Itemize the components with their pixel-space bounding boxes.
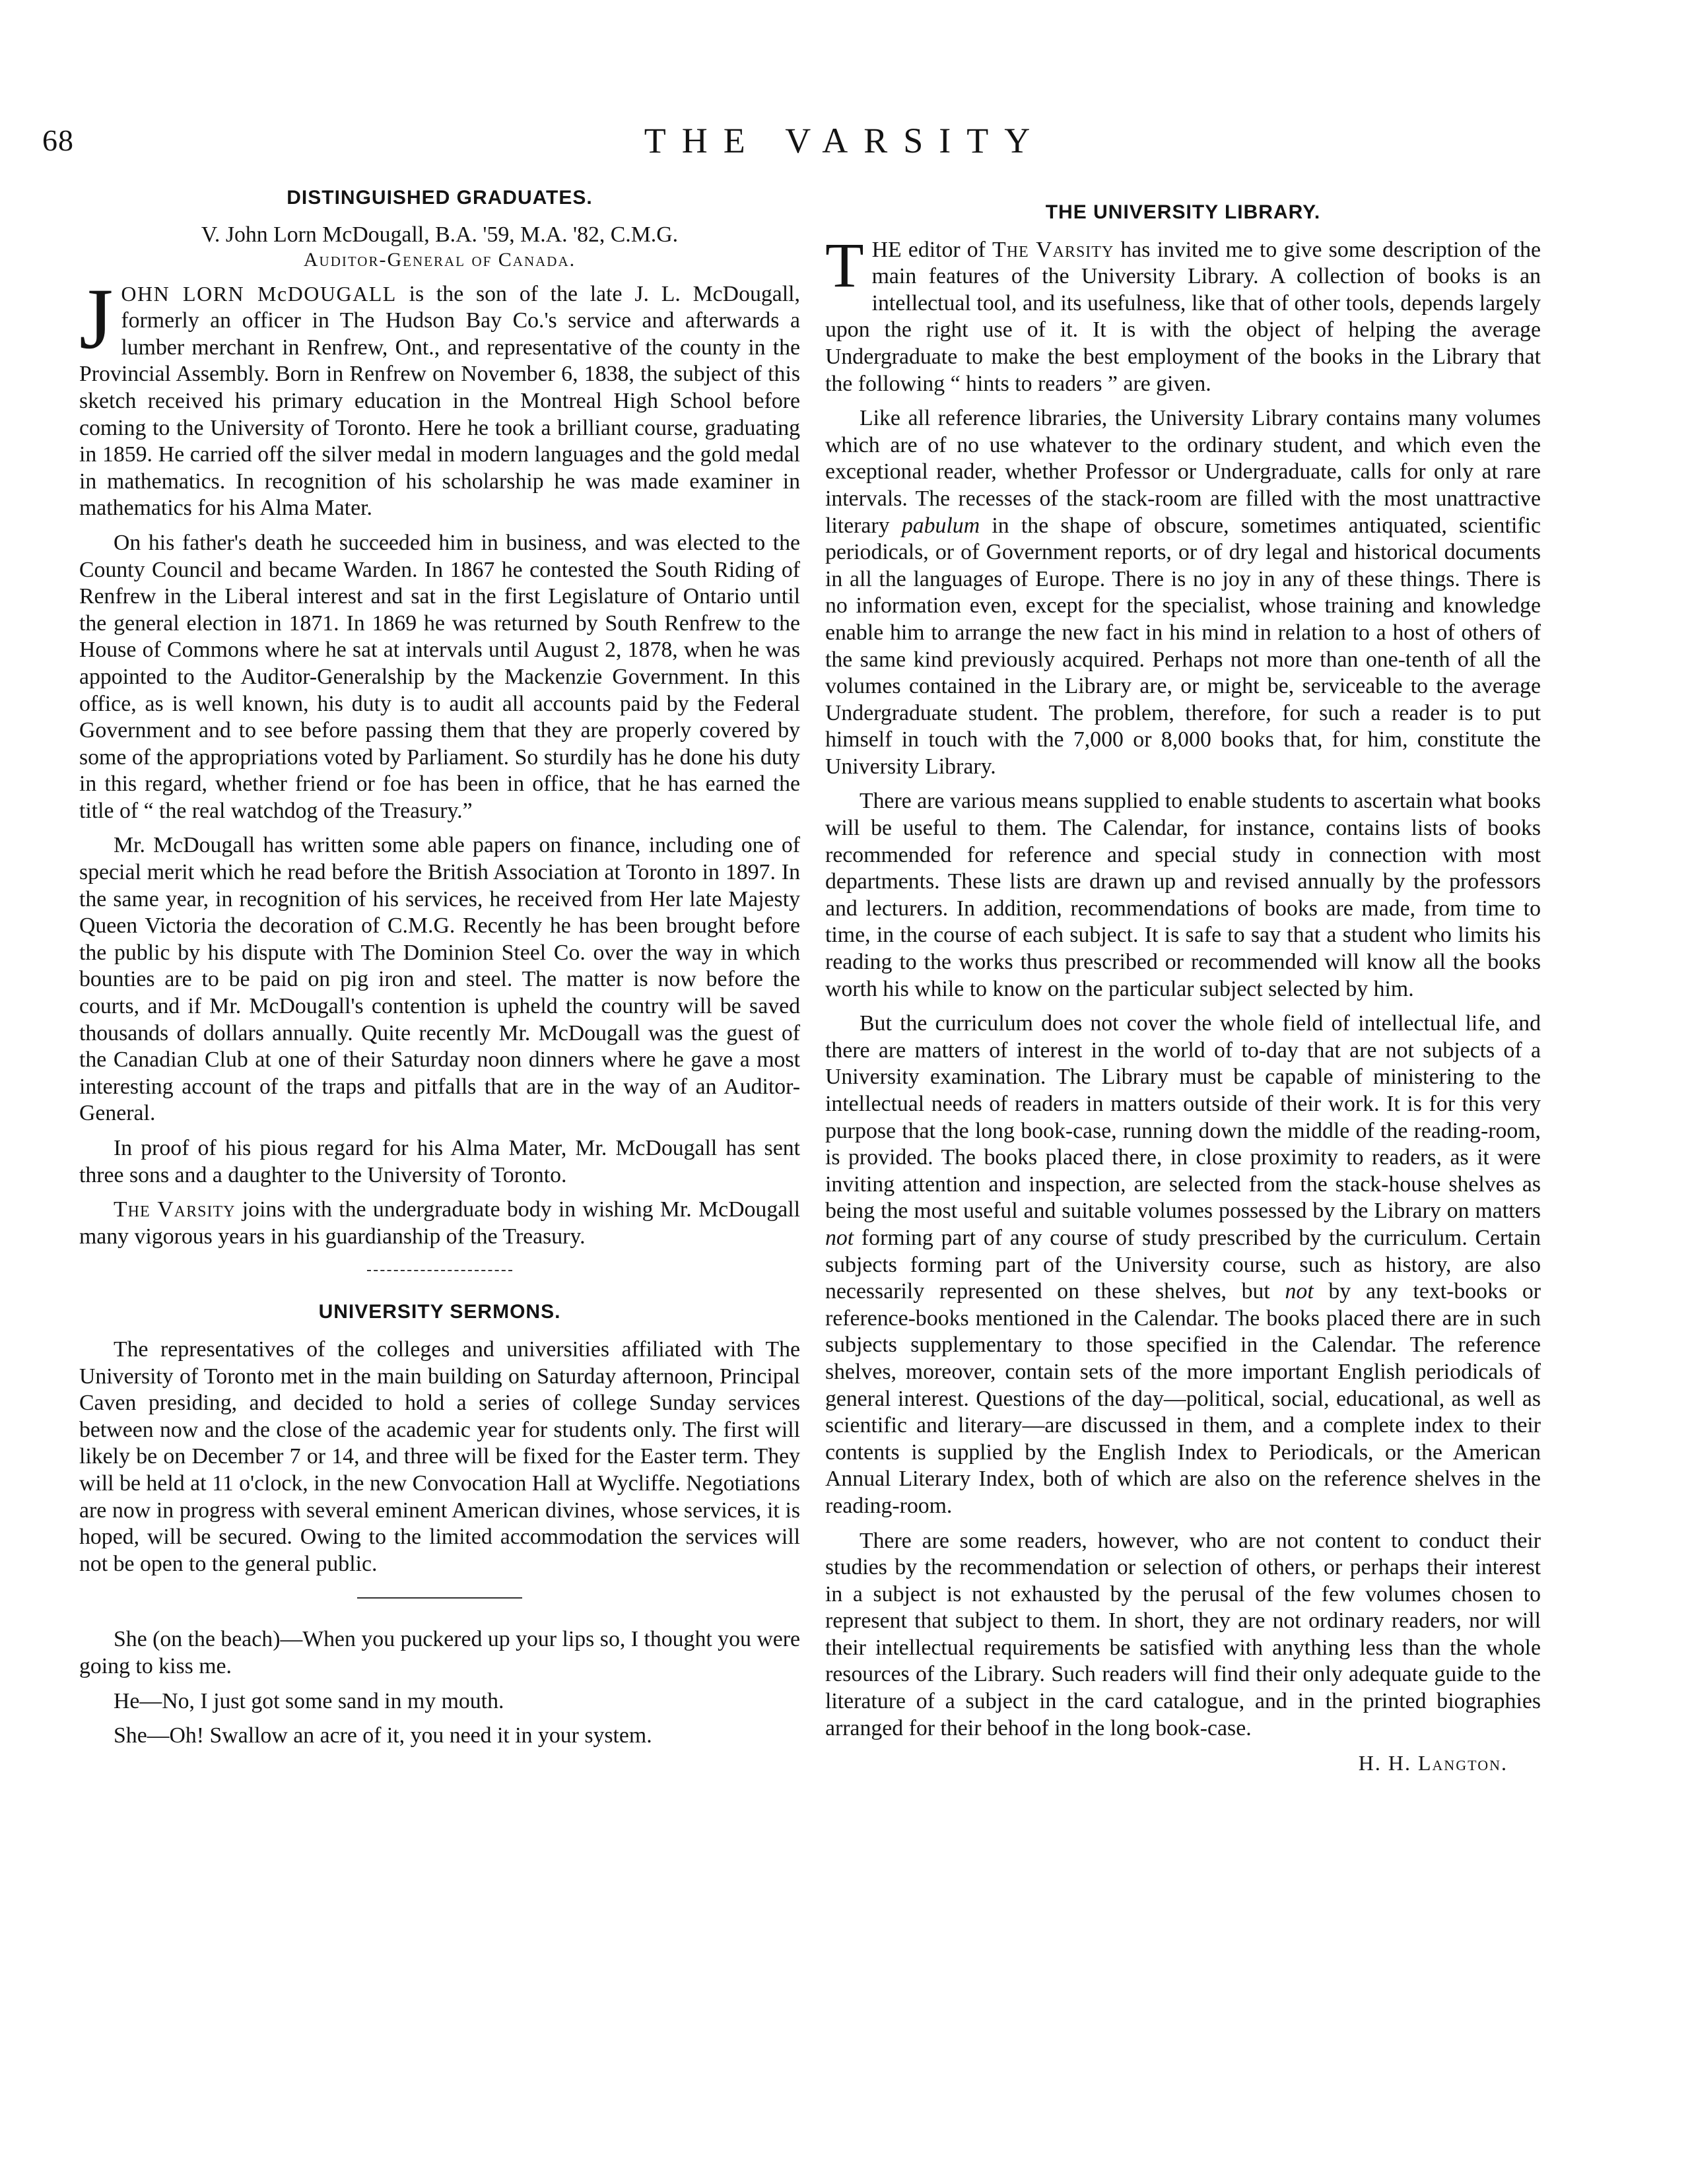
sermons-heading: UNIVERSITY SERMONS.: [318, 1301, 561, 1323]
graduates-paragraph-3: Mr. McDougall has written some able papers on finance, including one of special merit which he read before the British Association at Toronto in 1897. In the same year, in recognition of his services, he received from Her late Majesty Queen Victoria the decoration of C.M.G. Recently he has been brought before the public by his dispute with The Dominion Steel Co. over the way in which bounties are to be paid on pig iron and steel. The matter is now before the courts, and if Mr. McDougall's contention is upheld the country will be saved thousands of dollars annually. Quite recently Mr. McDougall was the guest of the Canadian Club at one of their Saturday noon dinners where he gave a most interesting account of the traps and pitfalls that are in the way of an Auditor-General.: [79, 833, 800, 1126]
joke-line-1: She (on the beach)—When you puckered up your lips so, I thought you were going to kiss me.: [79, 1627, 800, 1678]
page-number: 68: [42, 123, 74, 157]
right-column: [825, 185, 1541, 1777]
byline-name: V. John Lorn McDougall, B.A. '59, M.A. '82, C.M.G.: [201, 222, 679, 247]
sermons-paragraph: The representatives of the colleges and universities affiliated with The University of Toronto met in the main building on Saturday afternoon, Principal Caven presiding, and decided to hold a series of college Sunday services between now and the close of the academic year for students only. The first will likely be on December 7 or 14, and three will be fixed for the Easter term. They will be held at 11 o'clock, in the new Convocation Hall at Wycliffe. Negotiations are now in progress with several eminent American divines, whose services, it is hoped, will be secured. Owing to the limited accommodation the services will not be open to the general public.: [79, 1337, 800, 1576]
graduates-paragraph-4: In proof of his pious regard for his Alma Mater, Mr. McDougall has sent three sons and a daughter to the University of Toronto.: [79, 1136, 800, 1187]
italic-word: pabulum: [901, 513, 980, 538]
paragraph-text: forming part of any course of study prescribed by the curriculum. Certain subjects forming part of the University course, such as history, are also necessarily represented on these shelves, but: [825, 1225, 1541, 1304]
library-paragraph-1: [825, 229, 1541, 398]
author-signature: H. H. Langton.: [1358, 1751, 1508, 1775]
italic-word: not: [825, 1225, 854, 1250]
joke-line-2: He—No, I just got some sand in my mouth.: [114, 1688, 504, 1713]
publication-name: The Varsity: [992, 237, 1114, 262]
left-column: [79, 185, 800, 1758]
graduates-article: [79, 185, 800, 1250]
masthead: THE VARSITY: [644, 121, 1046, 160]
paragraph-text: But the curriculum does not cover the whole field of intellectual life, and there are matters of interest in the world of to-day that are not subjects of a University examination. The Library must be capable of ministering to the intellectual needs of readers in matters outside of their work. It is for this very purpose that the long book-case, running down the middle of the reading-room, is provided. The books placed there, in close proximity to readers, as it were inviting attention and inspection, are selected from the stack-house shelves as being the most useful and suitable volumes possessed by the Library on matters: [825, 1011, 1541, 1224]
graduates-paragraph-5: [79, 1197, 800, 1250]
paragraph-text: joins with the undergraduate body in wishing Mr. McDougall many vigorous years in his guardianship of the Treasury.: [79, 1197, 800, 1249]
graduates-paragraph-1: [79, 269, 800, 522]
publication-name: The Varsity: [114, 1197, 236, 1222]
graduates-byline: [79, 222, 800, 273]
paragraph-text: is the son of the late J. L. McDougall, formerly an officer in The Hudson Bay Co.'s service and afterwards a lumber merchant in Renfrew, Ont., and representative of the county in the Provincial Assembly. Born in Renfrew on November 6, 1838, the subject of this sketch received his primary education in the Montreal High School before coming to the University of Toronto. Here he took a brilliant course, graduating in 1859. He carried off the silver medal in modern languages and the gold medal in mathematics. In recognition of his scholarship he was made examiner in mathematics for his Alma Mater.: [79, 281, 800, 521]
graduates-paragraph-2: On his father's death he succeeded him in business, and was elected to the County Council and became Warden. In 1867 he contested the South Riding of Renfrew in the Liberal interest and sat in the first Legislature of Ontario until the general election in 1871. In 1869 he was returned by South Renfrew to the House of Commons where he sat at intervals until August 2, 1878, when he was appointed to the Auditor-Generalship by the Mackenzie Government. In this office, as is well known, his duty is to audit all accounts paid by the Federal Government and to see before passing them that they are properly covered by some of the appropriations voted by Parliament. So sturdily has he done his duty in this regard, whether friend or foe has been in office, that he has earned the title of “ the real watchdog of the Treasury.”: [79, 530, 800, 823]
library-paragraph-3: There are various means supplied to enable students to ascertain what books will be useful to them. The Calendar, for instance, contains lists of books recommended for reference and special study in connection with most departments. These lists are drawn up and revised annually by the professors and lecturers. In addition, recommendations of books are made, from time to time, in the course of each subject. It is safe to say that a student who limits his reading to the works thus prescribed or recommended will know all the books worth his while to know on the particular subject selected by him.: [825, 789, 1541, 1001]
paragraph-text: has invited me to give some description of the main features of the University Library. A collection of books is an intellectual tool, and its usefulness, like that of other tools, depends largely upon the right use of it. It is with the object of helping the average Undergraduate to make the best employment of the books in the Library that the following “ hints to readers ” are given.: [825, 237, 1541, 396]
section-divider: [367, 1270, 512, 1271]
sermons-article: [79, 1299, 800, 1577]
library-paragraph-2: [825, 405, 1541, 780]
dropcap: J: [79, 269, 114, 367]
lead-words: OHN LORN McDOUGALL: [121, 281, 397, 306]
library-article: [825, 199, 1541, 1777]
graduates-heading: DISTINGUISHED GRADUATES.: [287, 187, 593, 209]
paragraph-text: Like all reference libraries, the University Library contains many volumes which are of no use whatever to the ordinary student, and which even the exceptional reader, whether Professor or Undergraduate, calls for only at rare intervals. The recesses of the stack-room are filled with the most unattractive literary: [825, 406, 1541, 538]
library-paragraph-5: There are some readers, however, who are not content to conduct their studies by the recommendation or selection of others, or perhaps their interest in a subject is not exhausted by the perusal of the few volumes chosen to represent that subject to them. In short, they are not ordinary readers, nor will their intellectual requirements be satisfied with anything less than the whole resources of the Library. Such readers will find their only adequate guide to the literature of a subject in the card catalogue, and in the printed biographies arranged for their behoof in the long book-case.: [825, 1528, 1541, 1740]
dropcap: T: [825, 229, 864, 300]
beach-joke: [79, 1626, 800, 1749]
byline-title: Auditor-General of Canada.: [303, 248, 576, 271]
section-divider: [357, 1597, 522, 1599]
paragraph-text: by any text-books or reference-books mentioned in the Calendar. The books placed there are in such subjects supplementary to those specified in the Calendar. The reference shelves, moreover, contain sets of the more important English periodicals of general interest. Questions of the day—political, social, educational, as well as scientific and literary—are discussed in them, and a complete index to their contents is supplied by the English Index to Periodicals, or the American Annual Literary Index, both of which are also on the reference shelves in the reading-room.: [825, 1279, 1541, 1518]
paragraph-text: HE editor of: [871, 237, 993, 262]
library-heading: THE UNIVERSITY LIBRARY.: [1045, 201, 1321, 223]
paragraph-text: in the shape of obscure, sometimes antiquated, scientific periodicals, or of Government reports, or of dry legal and historical documents in all the languages of Europe. There is no joy in any of these things. There is no information even, except for the specialist, whose training and knowledge enable him to arrange the new fact in his mind in relation to a host of others of the same kind previously acquired. Perhaps not more than one-tenth of all the volumes contained in the Library are, or might be, serviceable to the average Undergraduate student. The problem, therefore, for such a reader is to put himself in touch with the 7,000 or 8,000 books that, for him, constitute the University Library.: [825, 513, 1541, 779]
italic-word: not: [1285, 1279, 1314, 1304]
library-paragraph-4: [825, 1010, 1541, 1519]
joke-line-3: She—Oh! Swallow an acre of it, you need it in your system.: [114, 1723, 652, 1748]
